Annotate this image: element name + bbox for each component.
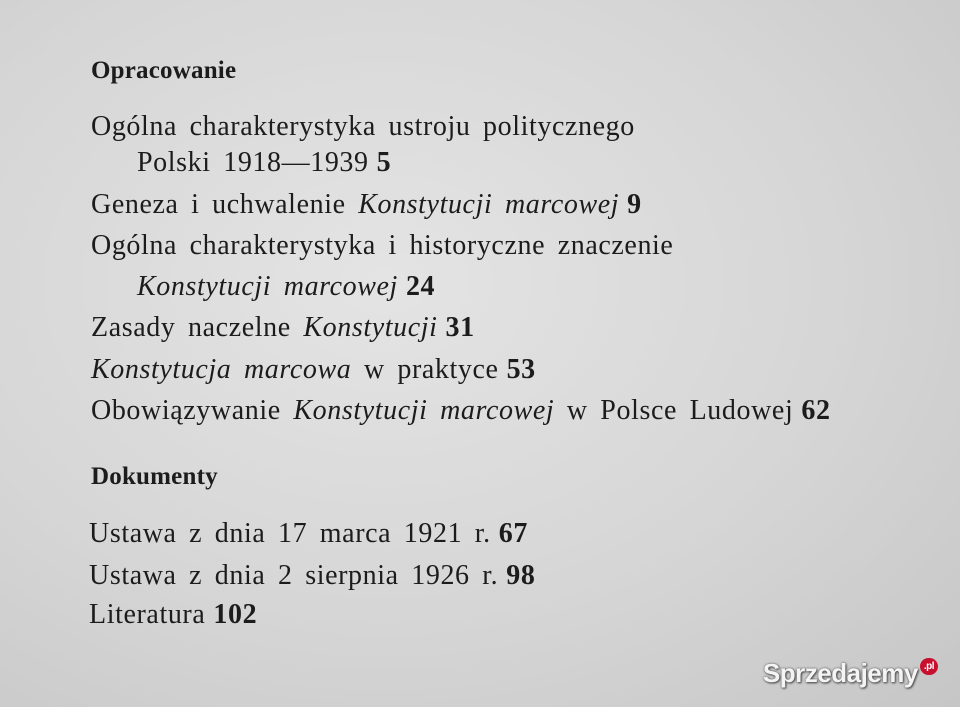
toc-entry-title-italic: Konstytucja marcowa <box>91 354 352 385</box>
toc-entry-title: Ogólna charakterystyka i historyczne znaczenie <box>91 230 674 261</box>
toc-entry-title: Zasady naczelne <box>91 312 304 343</box>
toc-page-number: 31 <box>445 312 475 343</box>
toc-entry <box>89 599 257 631</box>
toc-entry-title: Literatura <box>89 599 206 630</box>
toc-entry <box>91 395 831 427</box>
toc-page-number: 24 <box>405 271 436 302</box>
toc-entry-title-italic: Konstytucji marcowej <box>137 271 398 302</box>
section-heading-opracowanie: Opracowanie <box>91 57 237 84</box>
toc-entry <box>137 271 435 303</box>
toc-page-number: 9 <box>627 189 642 220</box>
toc-page-number: 67 <box>498 518 528 549</box>
toc-entry-title-italic: Konstytucji marcowej <box>293 395 555 426</box>
toc-entry-title: w Polsce Ludowej <box>554 395 794 426</box>
toc-entry <box>89 560 535 592</box>
watermark-logo <box>763 658 938 689</box>
toc-entry-title: Obowiązywanie <box>91 395 294 426</box>
toc-entry-title: Geneza i uchwalenie <box>91 189 359 220</box>
toc-entry-title-italic: Konstytucji <box>303 312 438 343</box>
toc-entry <box>91 230 673 262</box>
toc-entry-title: Ustawa z dnia 2 sierpnia 1926 r. <box>89 560 499 591</box>
toc-entry <box>91 354 536 386</box>
toc-entry <box>89 518 528 550</box>
toc-entry <box>91 312 475 344</box>
toc-page-number: 5 <box>376 147 392 178</box>
toc-entry <box>91 111 635 143</box>
toc-page-number: 102 <box>213 599 258 630</box>
watermark-text: Sprzedajemy <box>762 658 918 688</box>
toc-page-number: 98 <box>506 560 536 591</box>
toc-entry-title: w praktyce <box>351 354 499 385</box>
toc-entry-title: Ustawa z dnia 17 marca 1921 r. <box>89 518 491 549</box>
section-heading-dokumenty: Dokumenty <box>91 463 218 490</box>
toc-page-number: 62 <box>801 395 831 426</box>
toc-page-number: 53 <box>506 354 536 385</box>
toc-entry <box>91 189 642 221</box>
toc-entry <box>137 147 391 179</box>
watermark-badge: .pl <box>920 658 938 675</box>
toc-entry-title-italic: Konstytucji marcowej <box>358 189 620 220</box>
toc-entry-title: Polski 1918—1939 <box>137 147 369 178</box>
toc-entry-title: Ogólna charakterystyka ustroju politycznego <box>91 111 635 142</box>
